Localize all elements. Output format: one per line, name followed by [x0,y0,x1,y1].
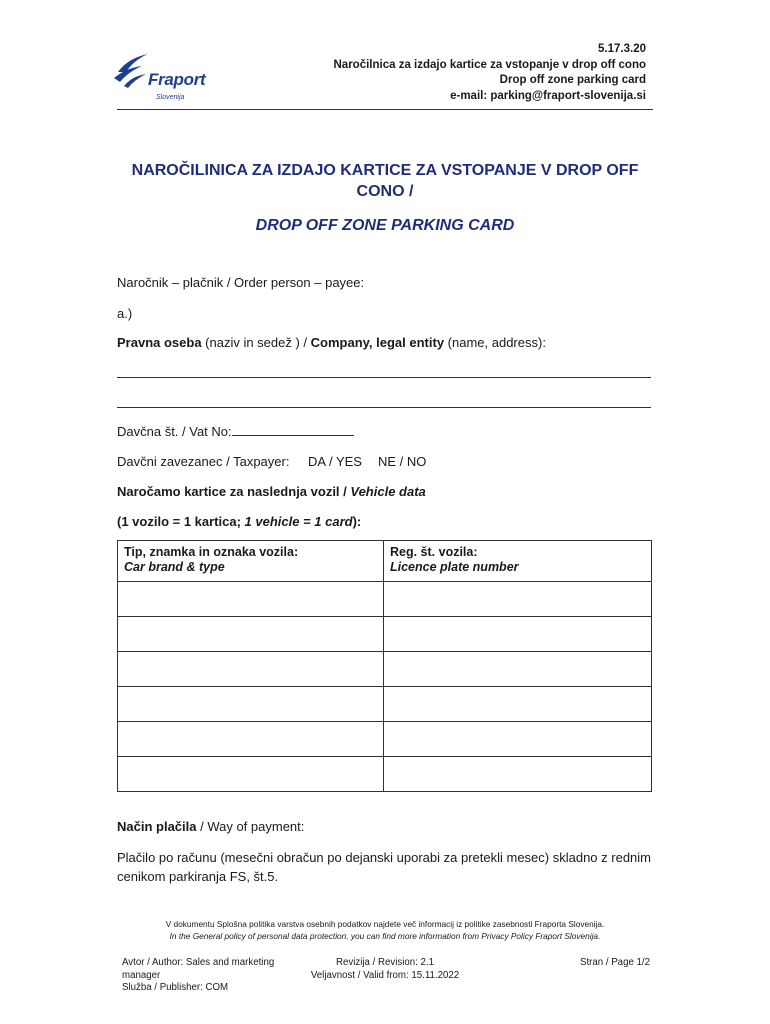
table-row [118,652,652,687]
card-rule-sl: (1 vozilo = 1 kartica; [117,514,245,529]
card-rule-close: ): [352,514,362,529]
plate-cell[interactable] [384,617,652,652]
plate-cell[interactable] [384,652,652,687]
taxpayer-yes-option[interactable]: DA / YES [308,454,362,469]
logo-subtext: Slovenija [156,94,185,101]
col-car-brand-en: Car brand & type [124,560,225,574]
col-plate-en: Licence plate number [390,560,519,574]
contact-email: e-mail: parking@fraport-slovenija.si [450,89,646,102]
vehicle-data-label [117,484,426,499]
header-divider [117,109,653,110]
document-header [334,42,647,104]
section-a-label: a.) [117,306,133,321]
company-input-line-2[interactable] [117,407,651,408]
plate-cell[interactable] [384,757,652,792]
privacy-note-en: In the General policy of personal data protection, you can find more information from Privacy Policy Fraport Slovenija. [169,931,601,941]
card-rule-en: 1 vehicle = 1 card [244,514,353,529]
doc-title-sl: Naročilnica za izdajo kartice za vstopanje v drop off cono [333,58,646,71]
car-brand-cell[interactable] [118,582,384,617]
footer-valid-from: Veljavnost / Valid from: 15.11.2022 [310,969,460,981]
taxpayer-row [117,454,427,469]
legal-entity-desc-sl: (naziv in sedež ) / [201,335,311,350]
col-car-brand-sl: Tip, znamka in oznaka vozila: [124,545,299,559]
footer-author-2: manager [122,969,161,981]
plate-cell[interactable] [384,582,652,617]
footer-author-1: Avtor / Author: Sales and marketing [122,957,275,968]
title-line-1: NAROČILINICA ZA IZDAJO KARTICE ZA VSTOPANJE V DROP OFF [131,162,639,179]
plate-cell[interactable] [384,722,652,757]
footer-revision: Revizija / Revision: 2.1 [336,957,434,968]
col-car-brand-header [118,541,384,582]
footer-page-number: Stran / Page 1/2 [579,957,650,968]
privacy-note-sl: V dokumentu Splošna politika varstva osebnih podatkov najdete več informacij iz politike zasebnosti Fraporta Slovenija. [165,919,605,929]
payment-label-sl: Način plačila [117,819,197,834]
company-input-line-1[interactable] [117,377,651,378]
fraport-logo [112,48,222,108]
table-row [118,617,652,652]
car-brand-cell[interactable] [118,757,384,792]
footer-author-block [122,957,292,995]
payment-text [117,848,662,886]
table-row [118,582,652,617]
page-subtitle: DROP OFF ZONE PARKING CARD [255,217,515,234]
col-plate-sl: Reg. št. vozila: [390,545,478,559]
privacy-note [105,918,665,942]
car-brand-cell[interactable] [118,722,384,757]
table-row [118,687,652,722]
footer-revision-block [290,957,480,982]
car-brand-cell[interactable] [118,617,384,652]
table-row [118,757,652,792]
legal-entity-label [117,335,546,350]
orderer-label: Naročnik – plačnik / Order person – payee: [117,275,365,290]
payment-label-en: / Way of payment: [196,819,305,834]
page-title [105,160,665,202]
plate-cell[interactable] [384,687,652,722]
title-line-2: CONO / [356,183,414,200]
doc-code: 5.17.3.20 [598,43,646,55]
table-row [118,722,652,757]
legal-entity-desc-en: (name, address): [444,335,546,350]
vehicle-table-header [118,541,652,582]
payment-text-line-2: cenikom parkiranja FS, št.5. [117,869,279,884]
payment-label [117,819,304,834]
vat-input-line[interactable] [232,424,354,436]
vehicle-data-label-en: Vehicle data [350,484,426,499]
taxpayer-no-option[interactable]: NE / NO [378,454,427,469]
vehicle-data-label-sl: Naročamo kartice za naslednja vozil / [117,484,351,499]
footer-publisher: Služba / Publisher: COM [122,982,229,993]
legal-entity-bold-en: Company, legal entity [310,335,445,350]
vat-label: Davčna št. / Vat No: [117,424,232,439]
car-brand-cell[interactable] [118,687,384,722]
legal-entity-bold-sl: Pravna oseba [117,335,202,350]
card-rule-label [117,514,361,529]
payment-text-line-1: Plačilo po računu (mesečni obračun po dejanski uporabi za pretekli mesec) skladno z rednim [117,850,651,865]
vehicle-table [117,540,652,792]
logo-text: Fraport [148,70,206,89]
car-brand-cell[interactable] [118,652,384,687]
col-plate-header [384,541,652,582]
vat-row [117,424,354,439]
taxpayer-label: Davčni zavezanec / Taxpayer: [117,454,290,469]
doc-title-en: Drop off zone parking card [499,74,646,87]
